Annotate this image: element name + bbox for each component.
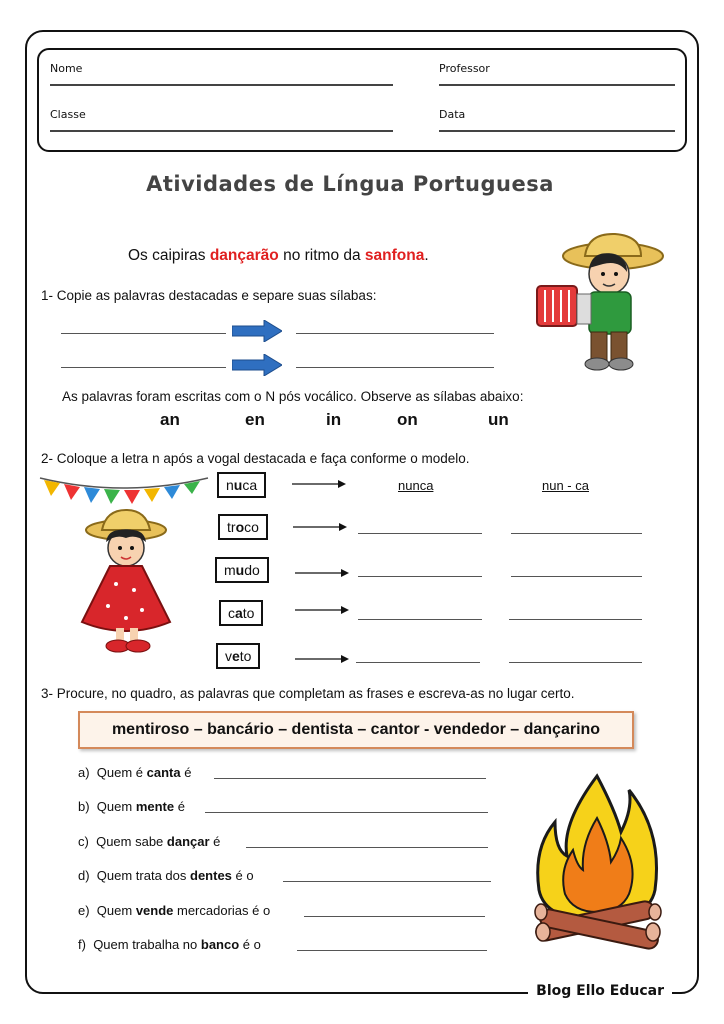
syllable-en: en bbox=[245, 410, 265, 429]
intro-sentence bbox=[128, 247, 429, 265]
q2-split-blank[interactable] bbox=[509, 662, 642, 663]
q1-word1-blank[interactable] bbox=[61, 333, 226, 334]
q1-instruction: 1- Copie as palavras destacadas e separe suas sílabas: bbox=[41, 288, 377, 303]
arrow-right-icon bbox=[295, 567, 350, 579]
q2-split-blank[interactable] bbox=[511, 533, 642, 534]
q2-model-answer: nunca bbox=[398, 478, 434, 493]
q2-word-box: cato bbox=[219, 600, 263, 626]
intro-part1: Os caipiras bbox=[128, 247, 210, 264]
q2-word-box: veto bbox=[216, 643, 260, 669]
intro-part3: . bbox=[424, 247, 429, 264]
q2-answer-blank[interactable] bbox=[358, 533, 482, 534]
caipira-boy-accordion-illustration bbox=[523, 228, 673, 378]
q3-answer-blank[interactable] bbox=[283, 881, 491, 882]
syllable-un: un bbox=[488, 410, 509, 429]
student-info-box bbox=[37, 48, 687, 152]
data-field[interactable] bbox=[439, 130, 675, 132]
q2-split-blank[interactable] bbox=[511, 576, 642, 577]
arrow-right-icon bbox=[295, 653, 350, 665]
q3-answer-blank[interactable] bbox=[205, 812, 488, 813]
q3-answer-blank[interactable] bbox=[297, 950, 487, 951]
q3-sentence: f) Quem trabalha no banco é o bbox=[78, 937, 261, 952]
arrow-right-icon bbox=[292, 478, 347, 490]
q3-answer-blank[interactable] bbox=[214, 778, 486, 779]
q3-answer-blank[interactable] bbox=[246, 847, 488, 848]
q2-word-box: mudo bbox=[215, 557, 269, 583]
q1-syllables2-blank[interactable] bbox=[296, 367, 494, 368]
syllable-in: in bbox=[326, 410, 342, 429]
nome-label: Nome bbox=[50, 62, 83, 75]
q1-note: As palavras foram escritas com o N pós vocálico. Observe as sílabas abaixo: bbox=[62, 389, 524, 404]
q2-answer-blank[interactable] bbox=[358, 576, 482, 577]
intro-highlight-sanfona: sanfona bbox=[364, 247, 425, 264]
professor-label: Professor bbox=[439, 62, 490, 75]
intro-part2: no ritmo da bbox=[278, 247, 365, 264]
q2-instruction: 2- Coloque a letra n após a vogal destacada e faça conforme o modelo. bbox=[41, 451, 470, 466]
blue-arrow-icon bbox=[232, 320, 282, 342]
q2-answer-blank[interactable] bbox=[358, 619, 482, 620]
arrow-right-icon bbox=[293, 521, 348, 533]
syllable-an: an bbox=[160, 410, 180, 429]
footer-brand: Blog Ello Educar bbox=[528, 983, 672, 999]
q2-word-box: nuca bbox=[217, 472, 266, 498]
page-title: Atividades de Língua Portuguesa bbox=[146, 172, 554, 196]
caipira-girl-bunting-illustration bbox=[38, 472, 213, 662]
q3-sentence: e) Quem vende mercadorias é o bbox=[78, 903, 271, 918]
nome-field[interactable] bbox=[50, 84, 393, 86]
classe-label: Classe bbox=[50, 108, 86, 121]
q2-word-box: troco bbox=[218, 514, 268, 540]
q3-sentence: d) Quem trata dos dentes é o bbox=[78, 868, 254, 883]
q1-word2-blank[interactable] bbox=[61, 367, 226, 368]
q1-syllables1-blank[interactable] bbox=[296, 333, 494, 334]
intro-highlight-dancarao: dançarão bbox=[209, 247, 279, 264]
q3-answer-blank[interactable] bbox=[304, 916, 485, 917]
blue-arrow-icon bbox=[232, 354, 282, 376]
data-label: Data bbox=[439, 108, 466, 121]
q3-instruction: 3- Procure, no quadro, as palavras que completam as frases e escreva-as no lugar certo. bbox=[41, 686, 575, 701]
word-bank-box: mentiroso – bancário – dentista – cantor - vendedor – dançarino bbox=[78, 711, 634, 749]
arrow-right-icon bbox=[295, 604, 350, 616]
q2-model-split: nun - ca bbox=[542, 478, 589, 493]
professor-field[interactable] bbox=[439, 84, 675, 86]
q2-answer-blank[interactable] bbox=[356, 662, 480, 663]
syllable-on: on bbox=[397, 410, 418, 429]
q3-sentence: a) Quem é canta é bbox=[78, 765, 192, 780]
q3-sentence: c) Quem sabe dançar é bbox=[78, 834, 221, 849]
classe-field[interactable] bbox=[50, 130, 393, 132]
bonfire-illustration bbox=[525, 770, 670, 960]
q3-sentence: b) Quem mente é bbox=[78, 799, 185, 814]
q2-split-blank[interactable] bbox=[509, 619, 642, 620]
